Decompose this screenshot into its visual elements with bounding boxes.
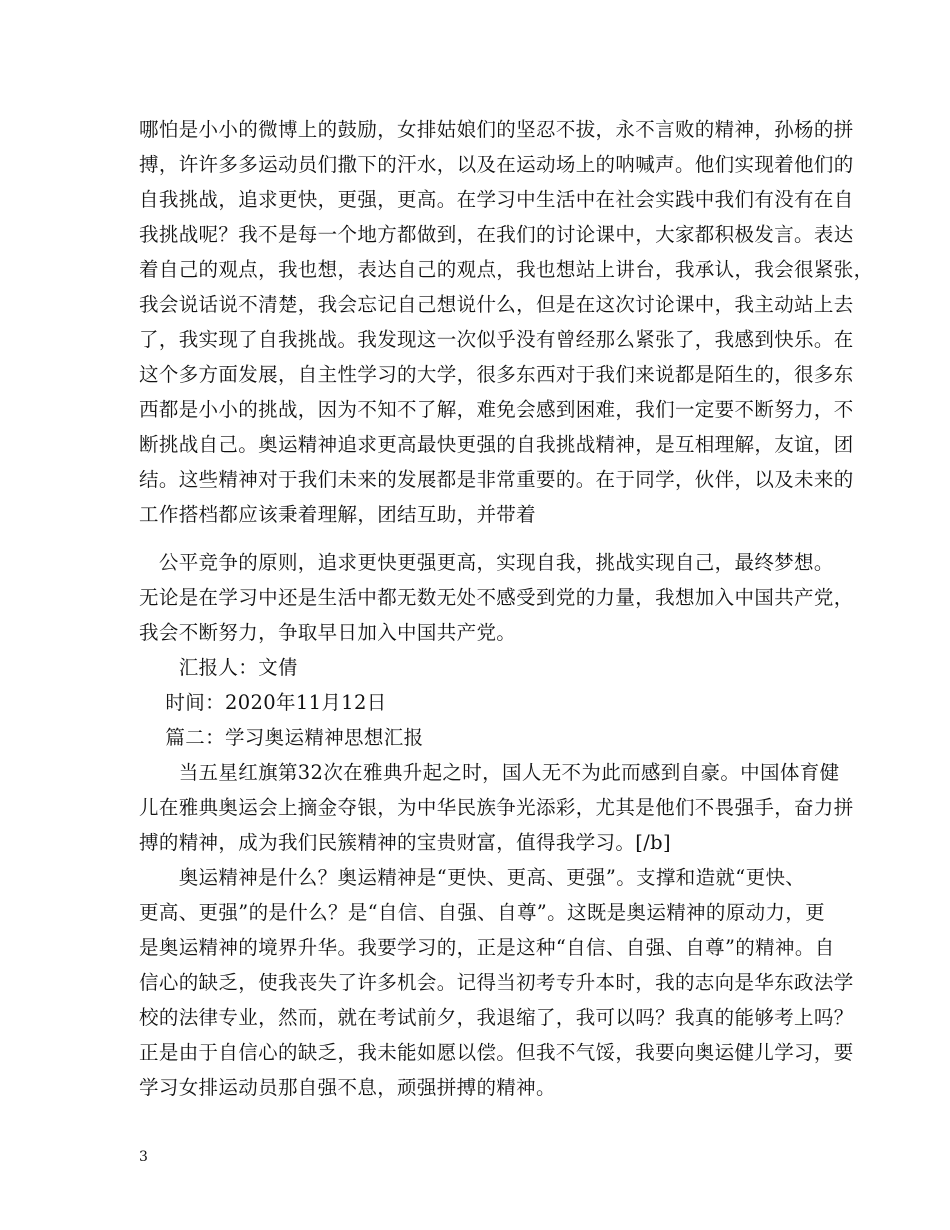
text-line: 断挑战自己。奥运精神追求更高最快更强的自我挑战精神，是互相理解，友谊，团 [139, 433, 854, 456]
text-line: 公平竞争的原则，追求更快更强更高，实现自我，挑战实现自己，最终梦想。 [139, 551, 834, 574]
page-number: 3 [139, 1149, 148, 1165]
text-line: 校的法律专业，然而，就在考试前夕，我退缩了，我可以吗？我真的能够考上吗？ [139, 1006, 854, 1029]
section-heading: 篇二：学习奥运精神思想汇报 [139, 726, 424, 749]
text-line: 无论是在学习中还是生活中都无数无处不感受到党的力量，我想加入中国共产党， [139, 586, 854, 609]
text-line: 奥运精神是什么？奥运精神是“更快、更高、更强”。支撑和造就“更快、 [139, 866, 806, 889]
text-line: 我会不断努力，争取早日加入中国共产党。 [139, 621, 517, 644]
text-line: 着自己的观点，我也想，表达自己的观点，我也想站上讲台，我承认，我会很紧张， [139, 258, 874, 281]
text-line: 西都是小小的挑战，因为不知不了解，难免会感到困难，我们一定要不断努力，不 [139, 398, 854, 421]
text-line: 正是由于自信心的缺乏，我未能如愿以偿。但我不气馁，我要向奥运健儿学习，要 [139, 1041, 854, 1064]
text-line: 这个多方面发展，自主性学习的大学，很多东西对于我们来说都是陌生的，很多东 [139, 363, 854, 386]
text-line: 儿在雅典奥运会上摘金夺银，为中华民族争光添彩，尤其是他们不畏强手，奋力拼 [139, 796, 854, 819]
text-line: 搏的精神，成为我们民簇精神的宝贵财富，值得我学习。[/b] [139, 831, 671, 854]
text-line: 结。这些精神对于我们未来的发展都是非常重要的。在于同学，伙伴，以及未来的 [139, 468, 854, 491]
text-line: 当五星红旗第32次在雅典升起之时，国人无不为此而感到自豪。中国体育健 [139, 761, 840, 784]
text-line: 我挑战呢？我不是每一个地方都做到，在我们的讨论课中，大家都积极发言。表达 [139, 223, 854, 246]
reporter-line: 汇报人：文倩 [139, 656, 298, 679]
text-line: 工作搭档都应该秉着理解，团结互助，并带着 [139, 503, 537, 526]
text-line: 我会说话说不清楚，我会忘记自己想说什么，但是在这次讨论课中，我主动站上去 [139, 293, 854, 316]
text-line: 哪怕是小小的微博上的鼓励，女排姑娘们的坚忍不拔，永不言败的精神，孙杨的拼 [139, 118, 854, 141]
text-line: 搏，许许多多运动员们撒下的汗水，以及在运动场上的呐喊声。他们实现着他们的 [139, 153, 854, 176]
text-line: 了，我实现了自我挑战。我发现这一次似乎没有曾经那么紧张了，我感到快乐。在 [139, 328, 854, 351]
text-line: 自我挑战，追求更快，更强，更高。在学习中生活中在社会实践中我们有没有在自 [139, 188, 854, 211]
text-line: 是奥运精神的境界升华。我要学习的，正是这种“自信、自强、自尊”的精神。自 [139, 936, 835, 959]
text-line: 学习女排运动员那自强不息，顽强拼搏的精神。 [139, 1076, 556, 1099]
text-line: 更高、更强”的是什么？是“自信、自强、自尊”。这既是奥运精神的原动力，更 [139, 901, 826, 924]
date-line: 时间：2020年11月12日 [139, 691, 387, 714]
text-line: 信心的缺乏，使我丧失了许多机会。记得当初考专升本时，我的志向是华东政法学 [139, 971, 854, 994]
